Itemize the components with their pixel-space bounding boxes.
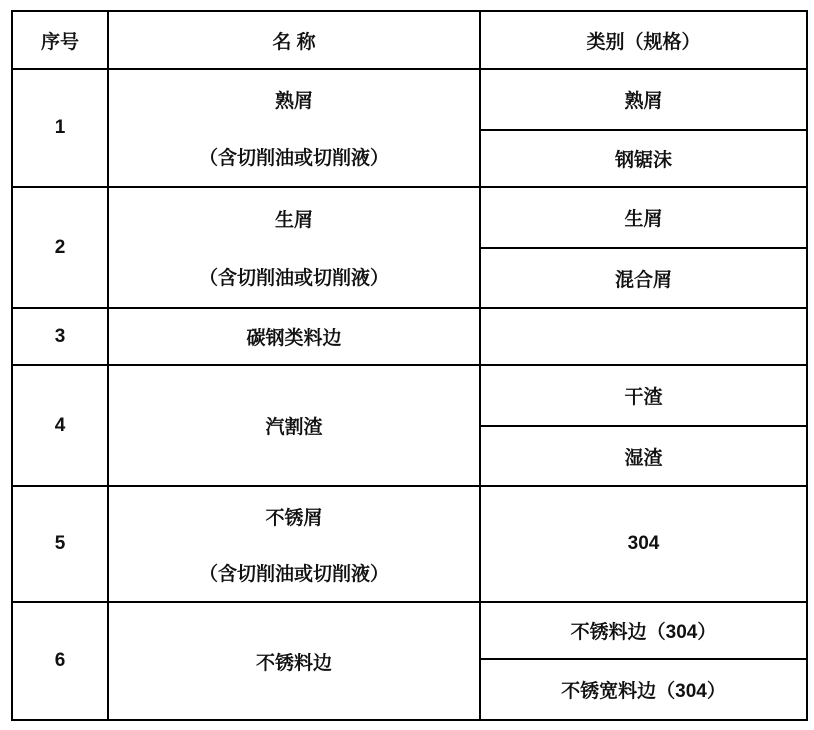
cell-no-2: 2 <box>12 187 108 308</box>
table-header-row <box>12 11 807 69</box>
cell-name-2 <box>108 187 480 308</box>
cell-category: 钢锯沫 <box>480 130 807 187</box>
cell-name-6: 不锈料边 <box>108 602 480 720</box>
table-row-1 <box>12 69 807 130</box>
cell-name-1 <box>108 69 480 187</box>
table-row-2 <box>12 187 807 248</box>
cell-no-6: 6 <box>12 602 108 720</box>
name-line1: 不锈屑 <box>265 507 323 529</box>
cell-category: 干渣 <box>480 365 807 426</box>
cell-category: 304 <box>480 486 807 602</box>
scrap-classification-table <box>11 10 808 721</box>
cell-category: 熟屑 <box>480 69 807 130</box>
name-line2: （含切削油或切削液） <box>198 268 389 290</box>
cell-no-3: 3 <box>12 308 108 365</box>
cell-category: 不锈料边（304） <box>480 602 807 659</box>
cell-no-4: 4 <box>12 365 108 486</box>
header-category: 类别（规格） <box>480 11 807 69</box>
cell-name-5 <box>108 486 480 602</box>
cell-category-empty <box>480 308 807 365</box>
name-line2: （含切削油或切削液） <box>198 148 389 169</box>
cell-category: 湿渣 <box>480 426 807 486</box>
cell-name-3: 碳钢类料边 <box>108 308 480 365</box>
cell-category: 不锈宽料边（304） <box>480 659 807 720</box>
table-row-5 <box>12 486 807 602</box>
name-line2: （含切削油或切削液） <box>198 563 389 585</box>
table-row-3 <box>12 308 807 365</box>
header-no: 序号 <box>12 11 108 69</box>
name-line1: 生屑 <box>274 209 313 231</box>
table-row-4 <box>12 365 807 426</box>
name-line1: 熟屑 <box>274 91 313 112</box>
cell-no-1: 1 <box>12 69 108 187</box>
cell-name-4: 汽割渣 <box>108 365 480 486</box>
table-row-6 <box>12 602 807 659</box>
cell-no-5: 5 <box>12 486 108 602</box>
header-name: 名 称 <box>108 11 480 69</box>
cell-category: 混合屑 <box>480 248 807 308</box>
cell-category: 生屑 <box>480 187 807 248</box>
